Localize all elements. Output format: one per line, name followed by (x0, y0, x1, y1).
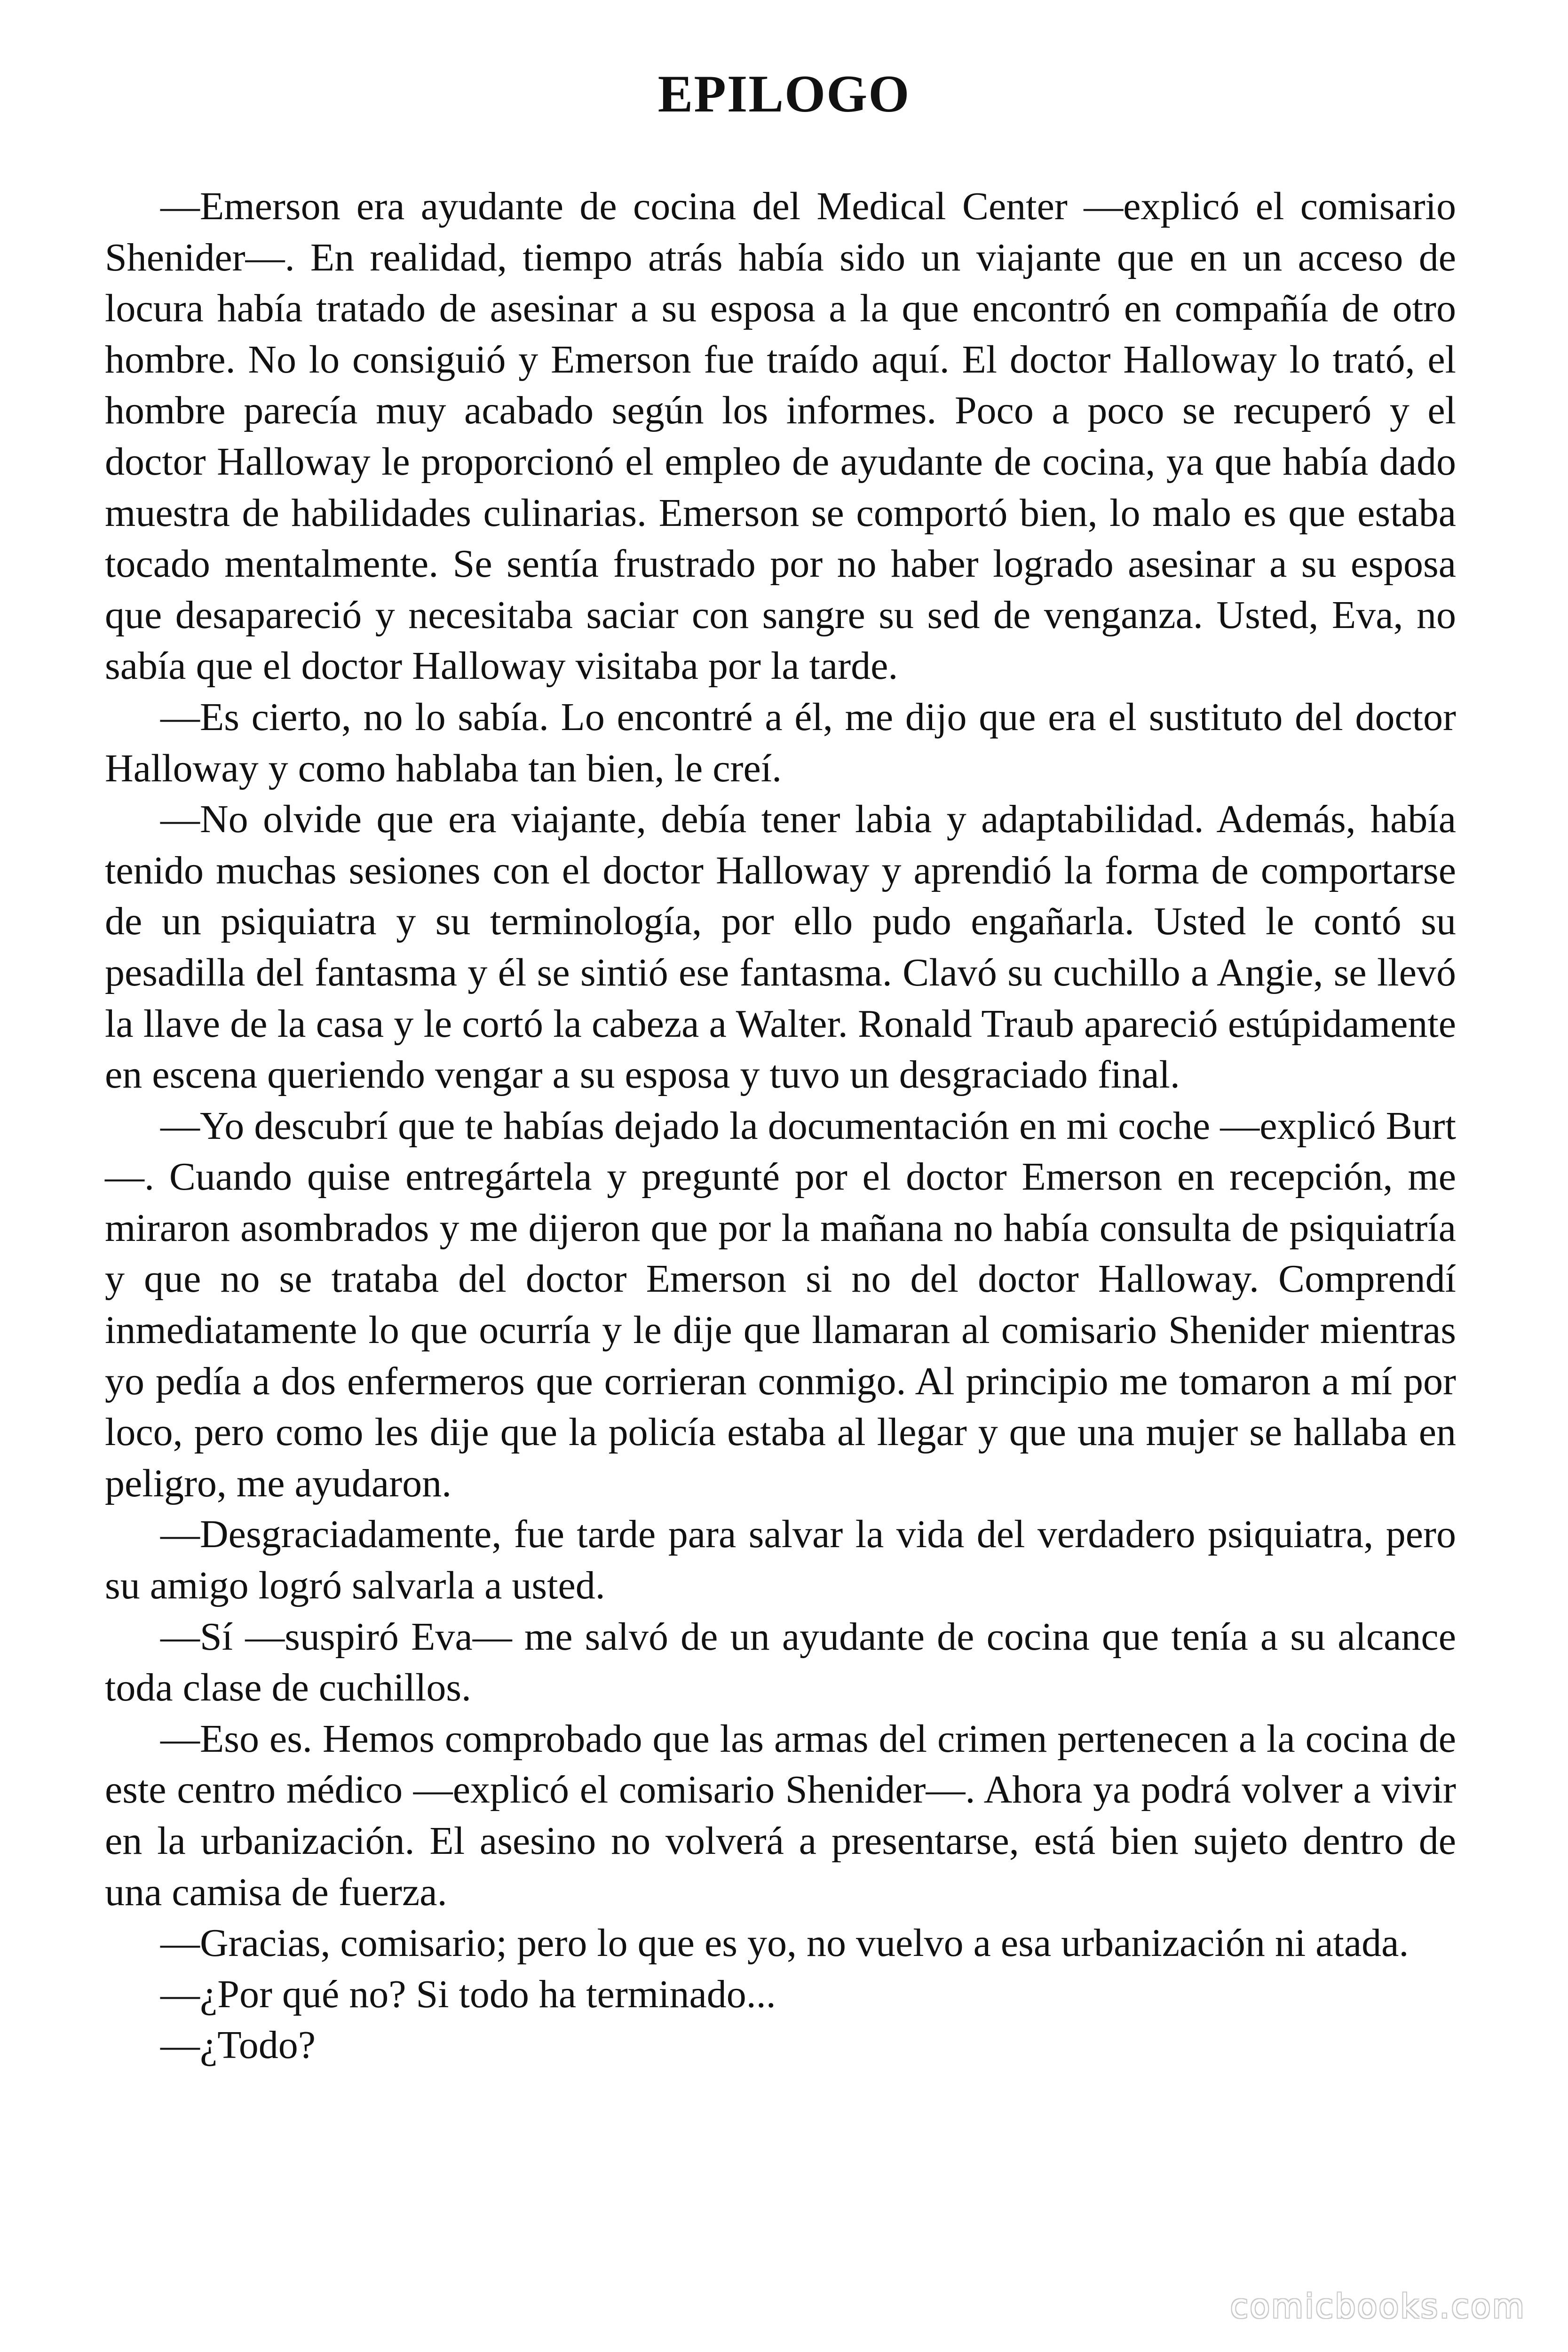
paragraph: —¿Todo? (160, 2023, 316, 2067)
paragraph: —Eso es. Hemos comprobado que las armas del crimen pertenecen a la cocina de este centro médico —explicó el comisario Shenider—. Ahora ya podrá volver a vivir en la urbanización. El asesino no volverá a presentarse, está bien sujeto dentro de una camisa de fuerza. (105, 1716, 1456, 1914)
paragraph: —Sí —suspiró Eva— me salvó de un ayudante de cocina que tenía a su alcance toda clase de cuchillos. (105, 1614, 1456, 1710)
paragraph: —¿Por qué no? Si todo ha terminado... (160, 1972, 776, 2016)
paragraph: —Emerson era ayudante de cocina del Medical Center —explicó el comisario Shenider—. En realidad, tiempo atrás había sido un viajante que en un acceso de locura había tratado de asesinar a su esposa a la que encontró en compañía de otro hombre. No lo consiguió y Emerson fue traído aquí. El doctor Halloway lo trató, el hombre parecía muy acabado según los informes. Poco a poco se recuperó y el doctor Halloway le proporcionó el empleo de ayudante de cocina, ya que había dado muestra de habilidades culinarias. Emerson se comportó bien, lo malo es que estaba tocado mentalmente. Se sentía frustrado por no haber logrado asesinar a su esposa que desapareció y necesitaba saciar con sangre su sed de venganza. Usted, Eva, no sabía que el doctor Halloway visitaba por la tarde. (105, 184, 1456, 688)
paragraph: —No olvide que era viajante, debía tener labia y adaptabilidad. Además, había tenido muchas sesiones con el doctor Halloway y aprendió la forma de comportarse de un psiquiatra y su terminología, por ello pudo engañarla. Usted le contó su pesadilla del fantasma y él se sintió ese fantasma. Clavó su cuchillo a Angie, se llevó la llave de la casa y le cortó la cabeza a Walter. Ronald Traub apareció estúpidamente en escena queriendo vengar a su esposa y tuvo un desgraciado final. (105, 797, 1456, 1097)
chapter-title: EPILOGO (657, 65, 911, 123)
paragraph: —Desgraciadamente, fue tarde para salvar la vida del verdadero psiquiatra, pero su amigo logró salvarla a usted. (105, 1512, 1456, 1608)
paragraph: —Gracias, comisario; pero lo que es yo, no vuelvo a esa urbanización ni atada. (160, 1921, 1409, 1965)
paragraph: —Yo descubrí que te habías dejado la documentación en mi coche —explicó Burt—. Cuando quise entregártela y pregunté por el doctor Emerson en recepción, me miraron asombrados y me dijeron que por la mañana no había consulta de psiquiatría y que no se trataba del doctor Emerson si no del doctor Halloway. Comprendí inmediatamente lo que ocurría y le dije que llamaran al comisario Shenider mientras yo pedía a dos enfermeros que corrieran conmigo. Al principio me tomaron a mí por loco, pero como les dije que la policía estaba al llegar y que una mujer se hallaba en peligro, me ayudaron. (105, 1104, 1456, 1505)
chapter-body (105, 181, 1456, 2071)
paragraph: —Es cierto, no lo sabía. Lo encontré a él, me dijo que era el sustituto del doctor Halloway y como hablaba tan bien, le creí. (105, 695, 1456, 790)
site-watermark: comicbooks.com (1230, 2287, 1526, 2326)
